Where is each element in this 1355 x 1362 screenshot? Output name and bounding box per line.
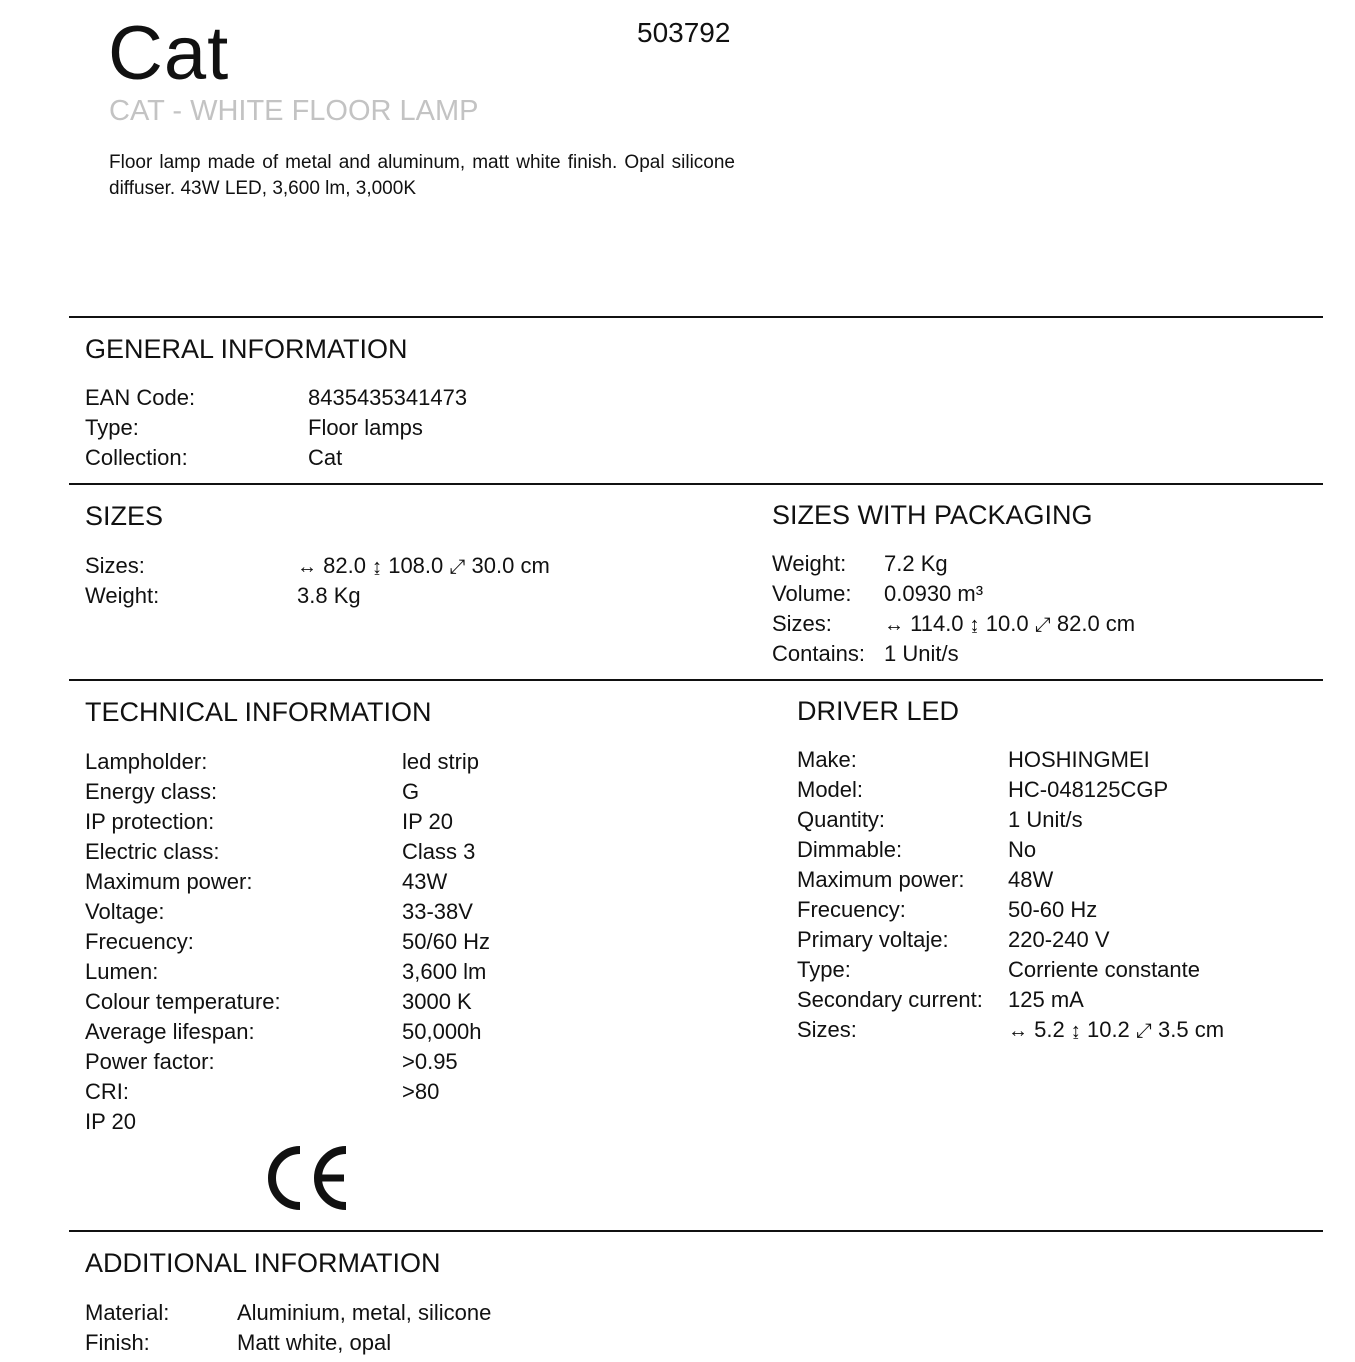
vertical-double-arrow-icon: ↨ [969,614,980,636]
general-label: Type: [85,415,139,440]
horizontal-double-arrow-icon: ↔ [1008,1020,1028,1042]
technical-row [85,957,645,987]
weight-label: Weight: [85,583,160,608]
driver-width: 5.2 [1034,1017,1065,1042]
driver-label: Secondary current: [797,987,983,1012]
driver-value: 220-240 V [1008,927,1110,952]
packaging-label: Weight: [772,551,847,576]
section-divider [69,316,1323,318]
technical-value: >0.95 [402,1049,458,1074]
section-divider [69,1230,1323,1232]
general-row [85,413,685,443]
driver-label: Primary voltaje: [797,927,949,952]
sizes-label: Sizes: [85,553,145,578]
additional-label: Finish: [85,1330,150,1355]
driver-label: Make: [797,747,857,772]
product-name: Cat [108,11,230,96]
driver-height: 10.2 [1086,1017,1130,1042]
technical-value: 3000 K [402,989,472,1014]
technical-value: 43W [402,869,448,894]
driver-label: Quantity: [797,807,886,832]
technical-label: Average lifespan: [85,1019,255,1044]
technical-label: Energy class: [85,779,218,804]
vertical-double-arrow-icon: ↨ [372,556,383,578]
driver-value: 50-60 Hz [1008,897,1098,922]
technical-value: 50,000h [402,1019,482,1044]
general-value: Cat [308,445,343,470]
general-value: Floor lamps [308,415,423,440]
packaging-depth: 82.0 cm [1056,611,1136,636]
packaging-label: Sizes: [772,611,832,636]
packaging-volume: 0.0930 m³ [884,581,984,606]
section-divider [69,679,1323,681]
driver-label: Sizes: [797,1017,857,1042]
additional-row [85,1298,685,1328]
driver-label: Maximum power: [797,867,965,892]
sizes-row [85,581,705,611]
driver-row [797,985,1355,1015]
packaging-row [772,579,1312,609]
general-label: EAN Code: [85,385,196,410]
sizes-height: 108.0 [388,553,444,578]
vertical-double-arrow-icon: ↨ [1070,1020,1081,1042]
packaging-width: 114.0 [910,611,964,636]
technical-label: Frecuency: [85,929,194,954]
driver-value: 125 mA [1008,987,1084,1012]
technical-value: 50/60 Hz [402,929,491,954]
technical-row [85,837,645,867]
driver-label: Dimmable: [797,837,903,862]
technical-label: Voltage: [85,899,165,924]
sizes-depth: 30.0 cm [471,553,550,578]
technical-row [85,927,645,957]
driver-row [797,925,1355,955]
driver-label: Frecuency: [797,897,906,922]
section-divider [69,483,1323,485]
general-value: 8435435341473 [308,385,468,410]
packaging-row [772,609,1312,639]
packaging-heading: SIZES WITH PACKAGING [772,500,1093,530]
ip-rating-note: IP 20 [85,1109,136,1134]
general-row [85,443,685,473]
technical-information-heading: TECHNICAL INFORMATION [85,697,432,727]
technical-row [85,1047,645,1077]
technical-label: Electric class: [85,839,220,864]
driver-row [797,835,1355,865]
technical-row [85,897,645,927]
technical-row [85,867,645,897]
additional-row [85,1328,685,1358]
driver-row [797,865,1355,895]
sizes-value [297,551,550,582]
diagonal-double-arrow-icon: ⤢ [1034,614,1051,636]
weight-value: 3.8 Kg [297,583,361,608]
technical-row [85,807,645,837]
technical-value: IP 20 [402,809,453,834]
driver-row [797,1015,1317,1045]
driver-value: No [1008,837,1037,862]
sizes-width: 82.0 [323,553,366,578]
driver-row [797,895,1355,925]
driver-led-heading: DRIVER LED [797,696,960,726]
driver-row [797,775,1355,805]
product-description: Floor lamp made of metal and aluminum, matt white finish. Opal silicone diffuser. 43W LED, 3,600 lm, 3,000K [109,152,735,199]
technical-label: Maximum power: [85,869,253,894]
horizontal-double-arrow-icon: ↔ [884,614,904,636]
product-reference: 503792 [637,17,731,48]
technical-value: 33-38V [402,899,473,924]
diagonal-double-arrow-icon: ⤢ [449,556,466,578]
packaging-label: Contains: [772,641,865,666]
technical-row [85,1017,645,1047]
sizes-heading: SIZES [85,501,164,531]
technical-row [85,777,645,807]
technical-label: IP protection: [85,809,215,834]
packaging-label: Volume: [772,581,852,606]
technical-value: 3,600 lm [402,959,487,984]
diagonal-double-arrow-icon: ⤢ [1135,1020,1152,1042]
driver-row [797,745,1355,775]
packaging-height: 10.0 [985,611,1029,636]
technical-label: Colour temperature: [85,989,281,1014]
general-label: Collection: [85,445,188,470]
driver-sizes [1008,1015,1224,1046]
packaging-row [772,639,1312,669]
additional-information-heading: ADDITIONAL INFORMATION [85,1248,441,1278]
technical-row [85,987,645,1017]
technical-value: Class 3 [402,839,476,864]
driver-value: HC-048125CGP [1008,777,1169,802]
technical-label: Power factor: [85,1049,215,1074]
product-subtitle: CAT - WHITE FLOOR LAMP [109,95,479,127]
additional-value: Aluminium, metal, silicone [237,1300,492,1325]
technical-row [85,1077,645,1107]
driver-label: Model: [797,777,864,802]
driver-row [797,955,1355,985]
driver-row [797,805,1355,835]
additional-value: Matt white, opal [237,1330,392,1355]
technical-value: >80 [402,1079,440,1104]
driver-value: Corriente constante [1008,957,1200,982]
packaging-weight: 7.2 Kg [884,551,948,576]
ce-mark-icon [266,1144,352,1212]
technical-label: CRI: [85,1079,129,1104]
driver-label: Type: [797,957,851,982]
horizontal-double-arrow-icon: ↔ [297,556,317,578]
packaging-row [772,549,1312,579]
technical-label: Lampholder: [85,749,208,774]
technical-value: G [402,779,420,804]
general-row [85,383,685,413]
driver-value: HOSHINGMEI [1008,747,1150,772]
technical-value: led strip [402,749,480,774]
driver-depth: 3.5 cm [1158,1017,1225,1042]
additional-label: Material: [85,1300,170,1325]
packaging-contains: 1 Unit/s [884,641,959,666]
technical-row [85,747,645,777]
driver-value: 1 Unit/s [1008,807,1083,832]
driver-value: 48W [1008,867,1054,892]
general-information-heading: GENERAL INFORMATION [85,334,408,364]
technical-label: Lumen: [85,959,159,984]
packaging-sizes [884,609,1135,640]
sizes-row [85,551,705,581]
